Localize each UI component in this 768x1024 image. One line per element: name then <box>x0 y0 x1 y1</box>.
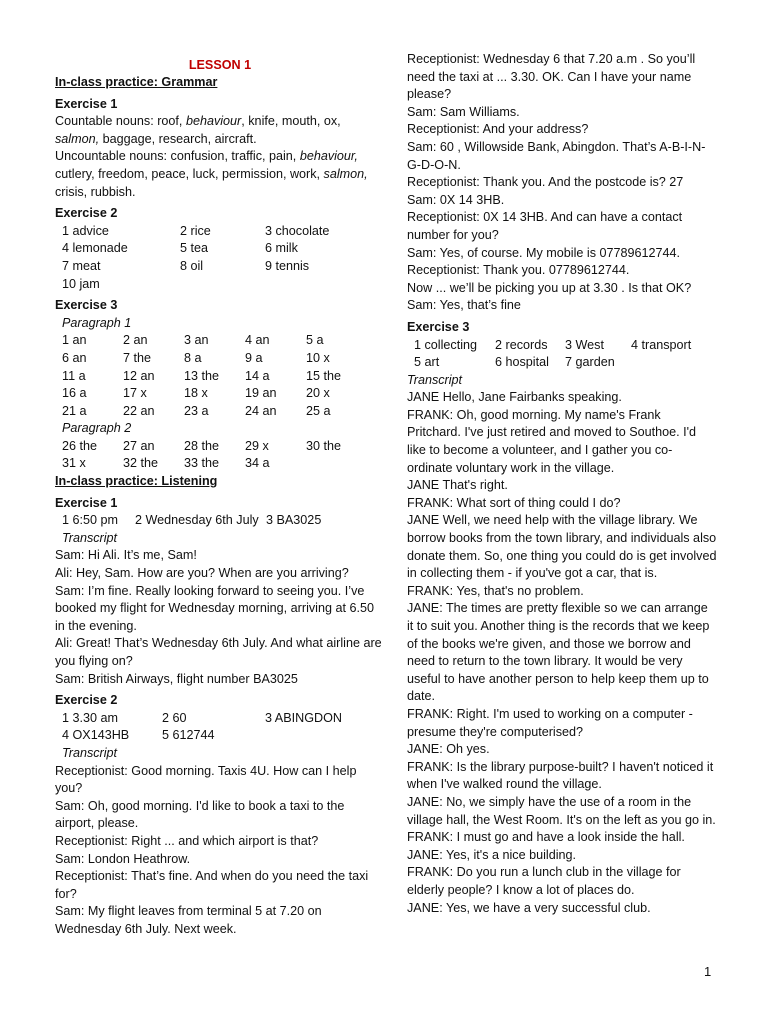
answer-cell: 21 a <box>62 403 87 418</box>
transcript-line: Sam: I’m fine. Really looking forward to seeing you. I’ve booked my flight for Wednesday morning, arriving at 6.50 in the evening. <box>55 583 374 633</box>
answer-cell: 5 612744 <box>162 728 215 743</box>
text-run: behaviour, <box>299 149 358 164</box>
listening-ex3-heading: Exercise 3 <box>407 319 470 334</box>
answer-cell: 30 the <box>306 438 342 453</box>
transcript-line: FRANK: Oh, good morning. My name's Frank Pritchard. I've just retired and moved to Southoe. I'd like to become a volunteer, and I gather you co-ordinate voluntary work in the village. <box>407 407 697 475</box>
answer-cell: 5 tea <box>180 241 209 256</box>
transcript-line: JANE: No, we simply have the use of a room in the village hall, the West Room. It's on the left as you go in. <box>407 794 716 827</box>
transcript-line: Receptionist: Thank you. 07789612744. <box>407 263 630 278</box>
answer-cell: 6 an <box>62 350 87 365</box>
answer-cell: 5 a <box>306 333 324 348</box>
listening-ex2-heading: Exercise 2 <box>55 693 118 708</box>
transcript-line: Receptionist: That’s fine. And when do you need the taxi for? <box>55 869 369 901</box>
transcript-line: Now ... we’ll be picking you up at 3.30 . Is that OK? <box>407 280 692 295</box>
transcript-line: FRANK: I must go and have a look inside the hall. <box>407 830 685 845</box>
answer-cell: 4 transport <box>631 337 692 352</box>
answer-cell <box>631 354 721 372</box>
paragraph2-answers <box>55 438 385 473</box>
answer-cell: 3 BA3025 <box>266 513 322 528</box>
paragraph1-answers <box>55 332 385 420</box>
answer-cell: 10 jam <box>62 276 100 291</box>
transcript-line: JANE Well, we need help with the village library. We borrow books from the town library, and individuals also donate them. So, one thing you could do is get involved in collecting them - if you've got a car, that is. <box>407 513 717 581</box>
text-run: , knife, mouth, ox, <box>241 114 341 129</box>
transcript-line: Ali: Hey, Sam. How are you? When are you arriving? <box>55 566 349 581</box>
transcript-label: Transcript <box>62 745 118 760</box>
answer-cell: 24 an <box>245 403 277 418</box>
answer-cell: 17 x <box>123 386 147 401</box>
transcript-line: JANE: The times are pretty flexible so we can arrange it to suit you. Another thing is the records that we keep of the books we're given, and those we borrow and need to return to the town library. It would be very useful to have another person to help keep them up to date. <box>407 601 710 704</box>
answer-cell: 11 a <box>62 368 86 383</box>
answer-cell: 31 x <box>62 456 86 471</box>
answer-cell: 2 60 <box>162 710 187 725</box>
answer-cell: 1 advice <box>62 223 109 238</box>
listening-ex1-answers <box>55 512 385 530</box>
answer-cell: 19 an <box>245 386 277 401</box>
transcript-line: JANE: Yes, we have a very successful club. <box>407 900 651 915</box>
answer-cell: 2 rice <box>180 223 211 238</box>
transcript-line: Sam: My flight leaves from terminal 5 at 7.20 on Wednesday 6th July. Next week. <box>55 904 322 936</box>
answer-cell: 9 tennis <box>265 258 310 273</box>
answer-cell: 7 meat <box>62 258 101 273</box>
transcript-line: Sam: Hi Ali. It’s me, Sam! <box>55 548 197 563</box>
transcript-line: Receptionist: And your address? <box>407 122 589 137</box>
answer-cell: 7 garden <box>565 355 615 370</box>
answer-cell: 20 x <box>306 386 330 401</box>
transcript-line: Sam: Oh, good morning. I'd like to book a taxi to the airport, please. <box>55 798 345 831</box>
paragraph1-label: Paragraph 1 <box>62 315 132 330</box>
listening-ex2-transcript <box>55 763 385 939</box>
answer-cell: 2 records <box>495 337 548 352</box>
answer-cell: 12 an <box>123 368 155 383</box>
listening-ex3-answers <box>407 337 717 372</box>
answer-cell <box>180 276 265 294</box>
answer-cell: 1 6:50 pm <box>62 513 119 528</box>
answer-cell: 3 an <box>184 333 209 348</box>
answer-cell: 1 an <box>62 333 87 348</box>
page-number: 1 <box>704 964 712 979</box>
answer-cell: 8 oil <box>180 258 204 273</box>
text-run: crisis, rubbish. <box>55 184 136 199</box>
transcript-line: FRANK: Yes, that's no problem. <box>407 583 584 598</box>
answer-cell: 6 hospital <box>495 355 549 370</box>
listening-ex1-transcript <box>55 547 385 688</box>
text-run: cutlery, freedom, peace, luck, permission, work, <box>55 166 324 181</box>
grammar-heading: In-class practice: Grammar <box>55 75 218 89</box>
answer-cell: 13 the <box>184 368 220 383</box>
answer-cell: 22 an <box>123 403 155 418</box>
uncountable-nouns <box>55 148 385 201</box>
answer-cell: 14 a <box>245 368 270 383</box>
answer-cell: 29 x <box>245 438 269 453</box>
answer-cell: 8 a <box>184 350 202 365</box>
grammar-ex1-heading: Exercise 1 <box>55 96 118 111</box>
transcript-line: Receptionist: Good morning. Taxis 4U. How can I help you? <box>55 763 357 796</box>
grammar-ex2-answers <box>55 223 385 293</box>
countable-nouns <box>55 113 385 148</box>
answer-cell: 16 a <box>62 386 87 401</box>
answer-cell: 4 OX143HB <box>62 728 130 743</box>
answer-cell: 3 ABINGDON <box>265 710 342 725</box>
transcript-line: Receptionist: Wednesday 6 that 7.20 a.m . So you’ll need the taxi at ... 3.30. OK. Can I have your name please? <box>407 52 696 102</box>
answer-cell: 3 chocolate <box>265 223 330 238</box>
text-run: salmon, <box>55 131 100 146</box>
left-column <box>55 56 385 939</box>
transcript-line: Sam: 60 , Willowside Bank, Abingdon. That’s A-B-I-N-G-D-O-N. <box>407 139 706 172</box>
answer-cell: 6 milk <box>265 241 298 256</box>
answer-cell: 15 the <box>306 368 342 383</box>
answer-cell: 3 West <box>565 337 604 352</box>
transcript-line: Sam: British Airways, flight number BA3025 <box>55 671 298 686</box>
answer-cell: 34 a <box>245 456 270 471</box>
transcript-line: Sam: Yes, of course. My mobile is 07789612744. <box>407 245 681 260</box>
answer-cell <box>265 727 375 745</box>
text-run: salmon, <box>323 166 368 181</box>
answer-cell: 7 the <box>123 350 152 365</box>
answer-cell: 1 collecting <box>414 337 478 352</box>
text-run: Countable nouns: roof, <box>55 114 186 129</box>
transcript-line: Sam: Sam Williams. <box>407 104 520 119</box>
answer-cell: 1 3.30 am <box>62 710 119 725</box>
answer-cell: 9 a <box>245 350 263 365</box>
transcript-line: Ali: Great! That’s Wednesday 6th July. And what airline are you flying on? <box>55 636 382 668</box>
transcript-line: FRANK: Is the library purpose-built? I haven't noticed it when I've walked round the village. <box>407 759 714 792</box>
transcript-label: Transcript <box>407 372 463 387</box>
answer-cell: 18 x <box>184 386 208 401</box>
lesson-title: LESSON 1 <box>188 58 252 72</box>
transcript-line: Sam: London Heathrow. <box>55 851 191 866</box>
answer-cell: 10 x <box>306 350 330 365</box>
answer-cell <box>265 276 355 294</box>
listening-ex1-heading: Exercise 1 <box>55 495 118 510</box>
answer-cell: 2 an <box>123 333 148 348</box>
transcript-line: Sam: Yes, that’s fine <box>407 298 521 313</box>
answer-cell: 27 an <box>123 438 155 453</box>
answer-cell: 33 the <box>184 456 220 471</box>
answer-cell: 25 a <box>306 403 331 418</box>
listening-ex2-answers <box>55 710 385 745</box>
answer-cell: 26 the <box>62 438 98 453</box>
transcript-line: Receptionist: Right ... and which airport is that? <box>55 833 319 848</box>
transcript-line: Sam: 0X 14 3HB. <box>407 192 505 207</box>
text-run: baggage, research, aircraft. <box>99 131 257 146</box>
answer-cell: 4 an <box>245 333 270 348</box>
transcript-line: Receptionist: Thank you. And the postcode is? 27 <box>407 175 684 190</box>
right-column <box>407 51 717 917</box>
text-run: Uncountable nouns: confusion, traffic, pain, <box>55 149 300 164</box>
answer-cell: 2 Wednesday 6th July <box>135 513 259 528</box>
answer-cell: 28 the <box>184 438 220 453</box>
transcript-line: JANE That's right. <box>407 478 508 493</box>
answer-cell: 5 art <box>414 355 440 370</box>
listening-ex3-transcript <box>407 389 717 917</box>
grammar-ex2-heading: Exercise 2 <box>55 206 118 221</box>
paragraph2-label: Paragraph 2 <box>62 421 132 436</box>
listening-heading: In-class practice: Listening <box>55 474 218 489</box>
taxi-transcript-continued <box>407 51 717 315</box>
text-run: behaviour <box>185 114 242 129</box>
transcript-line: JANE: Yes, it's a nice building. <box>407 847 577 862</box>
transcript-line: JANE Hello, Jane Fairbanks speaking. <box>407 390 622 405</box>
transcript-label: Transcript <box>62 530 118 545</box>
answer-cell: 4 lemonade <box>62 241 128 256</box>
transcript-line: FRANK: What sort of thing could I do? <box>407 495 621 510</box>
transcript-line: FRANK: Right. I'm used to working on a computer - presume they're computerised? <box>407 706 693 739</box>
transcript-line: FRANK: Do you run a lunch club in the village for elderly people? I know a lot of places do. <box>407 865 681 897</box>
answer-cell: 32 the <box>123 456 159 471</box>
grammar-ex3-heading: Exercise 3 <box>55 298 118 313</box>
transcript-line: JANE: Oh yes. <box>407 742 490 757</box>
answer-cell <box>306 455 367 473</box>
answer-cell: 23 a <box>184 403 209 418</box>
transcript-line: Receptionist: 0X 14 3HB. And can have a contact number for you? <box>407 210 683 242</box>
